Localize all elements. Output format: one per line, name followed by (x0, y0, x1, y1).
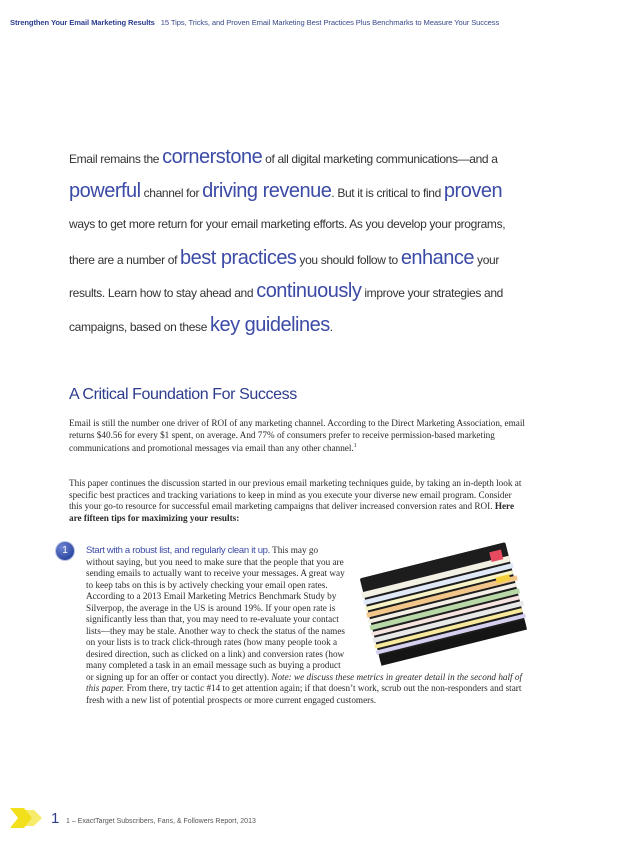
file-folders-photo (350, 536, 528, 670)
intro-paragraph (69, 418, 527, 455)
intro-line-3 (69, 208, 539, 242)
intro-line-2 (69, 175, 539, 209)
intro-keyword: driving revenue (202, 179, 332, 202)
section-heading: A Critical Foundation For Success (69, 386, 297, 403)
intro-keyword: enhance (400, 246, 475, 269)
header-subtitle: 15 Tips, Tricks, and Proven Email Marketing Best Practices Plus Benchmarks to Measure Your Success (160, 18, 500, 27)
intro-keyword: proven (443, 179, 503, 202)
tip-1-lead: Start with a robust list, and regularly clean it up. (86, 545, 270, 556)
intro-keyword: powerful (69, 179, 141, 202)
intro-text: Email remains the (69, 152, 163, 166)
footnote-ref: 1 (353, 443, 357, 449)
tip-1-tail: From there, try tactic #14 to get attention again; if that doesn’t work, scrub out the non-responders and start fresh with a new list of potential prospects or more current engaged customers. (86, 683, 522, 705)
intro-keyword: key guidelines (210, 313, 330, 336)
intro-text: campaigns, based on these (69, 319, 210, 334)
tip-1-text: This may go without saying, but you need to make sure that the people that you are sending emails to actually want to receive your messages. A great way to keep tabs on this is by actively checking your email open rates. According to a 2013 Email Marketing Metrics Benchmark Study by Silverpop, the average in the US is around 19%. If your open rate is significantly less than that, you may need to re-evaluate your contact lists—they may be stale. Another way to check the status of the names on your lists is to track click-through rates (how many people took a desired direction, such as clicked on a link) and conversion rates (how many completed a task in an email message such as buying a product or signing up for an offer or contact you directly). (86, 545, 345, 682)
footnote-text: 1 – ExactTarget Subscribers, Fans, & Followers Report, 2013 (66, 818, 256, 825)
intro-text: ways to get more return for your email marketing efforts. As you develop your programs, (69, 217, 506, 231)
tip-number-badge: 1 (56, 542, 74, 560)
intro-text: of all digital marketing communications—and a (262, 152, 498, 166)
intro-text: results. Learn how to stay ahead and (69, 286, 257, 300)
brand-chevron-mark (8, 806, 48, 830)
paragraph-text: This paper continues the discussion started in our previous email marketing techniques guide, by taking an in-depth look at specific best practices and tracking variations to keep in mind as you execute your diverse new email program. Consider this your go-to resource for successful email marketing campaigns that deliver increased conversion rates and ROI. (69, 478, 522, 511)
paragraph-text: Email is still the number one driver of ROI of any marketing channel. According to the Direct Marketing Association, email returns $40.56 for every $1 spent, on average. And 77% of consumers prefer to receive permission-based marketing communications and promotional messages via email than any other channel. (69, 418, 525, 454)
intro-text: . (329, 319, 333, 334)
running-header (10, 18, 620, 27)
intro-text: channel for (140, 185, 203, 200)
paragraph-emphasis: Here are fifteen tips for maximizing your results: (69, 501, 515, 523)
intro-line-6 (69, 309, 539, 343)
continuation-paragraph (69, 478, 527, 524)
intro-keyword: continuously (256, 280, 362, 302)
intro-text: you should follow to (296, 252, 401, 267)
intro-text: improve your strategies and (361, 286, 503, 300)
page-number: 1 (51, 810, 60, 827)
intro-line-5 (69, 275, 539, 309)
header-title: Strengthen Your Email Marketing Results (10, 18, 155, 27)
intro-line-4 (69, 242, 539, 276)
tip-1-note: Note: we discuss these metrics in greater detail in the second half of this paper. (86, 671, 523, 693)
intro-keyword: cornerstone (162, 146, 263, 168)
intro-text: . But it is critical to find (331, 185, 444, 200)
intro-text: there are a number of (69, 252, 181, 267)
intro-line-1 (69, 141, 539, 175)
intro-keyword: best practices (180, 246, 297, 269)
intro-callout (69, 141, 539, 342)
intro-text: your (474, 252, 499, 267)
